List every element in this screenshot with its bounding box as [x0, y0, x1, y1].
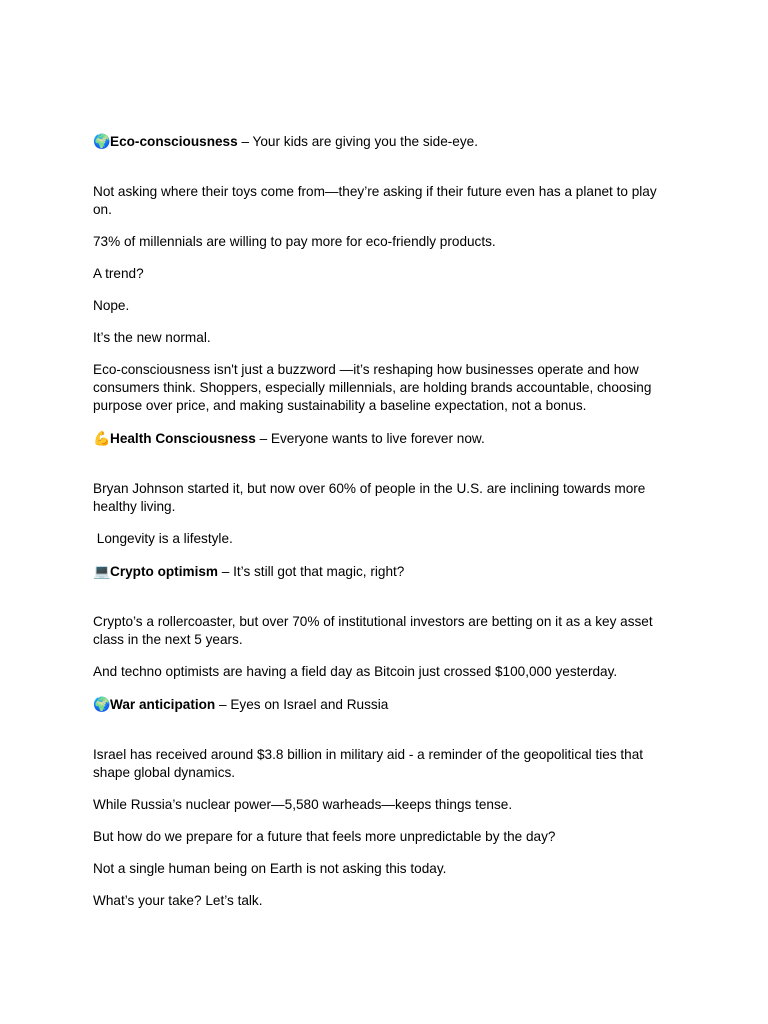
flexed-biceps-icon: 💪	[93, 430, 111, 446]
section-heading	[93, 695, 673, 714]
laptop-icon: 💻	[93, 563, 111, 579]
section-war-anticipation	[93, 695, 673, 910]
paragraph: Nope.	[93, 298, 130, 313]
section-tagline: – It’s still got that magic, right?	[218, 564, 405, 579]
section-title: War anticipation	[110, 697, 216, 712]
paragraph: Israel has received around $3.8 billion in military aid - a reminder of the geopolitical ties that shape global dynamics.	[93, 747, 644, 780]
section-health-consciousness	[93, 429, 673, 548]
paragraph: Longevity is a lifestyle.	[93, 531, 233, 546]
section-heading	[93, 562, 673, 581]
paragraph: And techno optimists are having a field day as Bitcoin just crossed $100,000 yesterday.	[93, 664, 618, 679]
paragraph: But how do we prepare for a future that feels more unpredictable by the day?	[93, 829, 556, 844]
paragraph: Not a single human being on Earth is not asking this today.	[93, 861, 447, 876]
globe-icon: 🌍	[93, 133, 111, 149]
paragraph: It’s the new normal.	[93, 330, 211, 345]
globe-icon: 🌍	[93, 696, 111, 712]
paragraph: Bryan Johnson started it, but now over 60% of people in the U.S. are inclining towards more healthy living.	[93, 481, 646, 514]
paragraph: Eco-consciousness isn't just a buzzword —it’s reshaping how businesses operate and how consumers think. Shoppers, especially millennials, are holding brands accountable, choosing purpose over price, and making sustainability a baseline expectation, not a bonus.	[93, 362, 652, 413]
section-title: Eco-consciousness	[110, 134, 238, 149]
section-title: Health Consciousness	[110, 431, 256, 446]
paragraph: A trend?	[93, 266, 144, 281]
section-crypto-optimism	[93, 562, 673, 681]
section-tagline: – Eyes on Israel and Russia	[215, 697, 389, 712]
paragraph: Crypto’s a rollercoaster, but over 70% of institutional investors are betting on it as a key asset class in the next 5 years.	[93, 614, 653, 647]
paragraph: 73% of millennials are willing to pay more for eco-friendly products.	[93, 234, 496, 249]
section-title: Crypto optimism	[110, 564, 218, 579]
document-body	[93, 132, 673, 924]
section-heading	[93, 132, 673, 151]
paragraph: While Russia’s nuclear power—5,580 warheads—keeps things tense.	[93, 797, 513, 812]
paragraph: What’s your take? Let’s talk.	[93, 893, 263, 908]
paragraph: Not asking where their toys come from—they’re asking if their future even has a planet to play on.	[93, 184, 657, 217]
section-heading	[93, 429, 673, 448]
section-eco-consciousness	[93, 132, 673, 415]
section-tagline: – Your kids are giving you the side-eye.	[237, 134, 478, 149]
section-tagline: – Everyone wants to live forever now.	[255, 431, 485, 446]
